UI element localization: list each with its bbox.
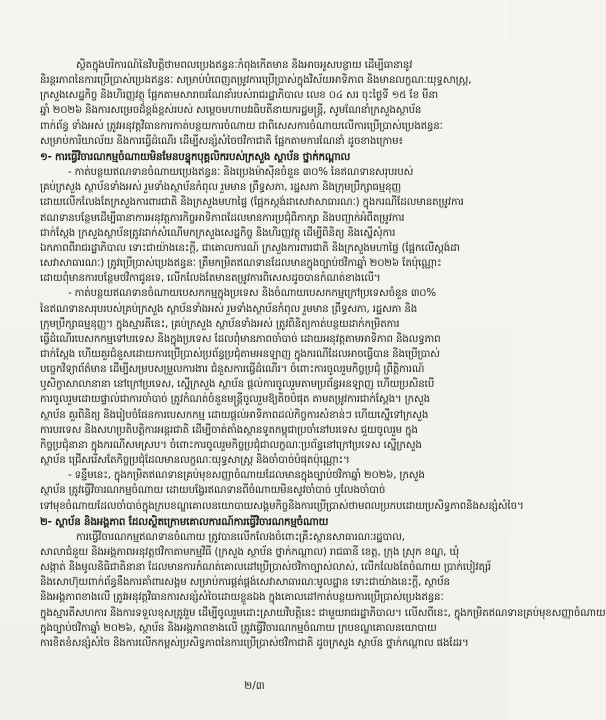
text-line: ពាក់ព័ន្ធ ទាំងអស់ ត្រូវអនុវត្តវិធានការកាត់បន្ថយការចំណាយ ជាពិសេសការចំណាយលើការប្រើប្រាស់ប្រេងឥន្ធនៈ: [40, 119, 443, 132]
text-line: គ្រប់ក្រសួង ស្ថាប័នទាំងអស់ រួមទាំងស្ថាប័នកំពុល រួមមាន ព្រឹទ្ធសភា, រដ្ឋសភា និងក្រុមប្រឹក្សាធម្មនុញ្ញ: [40, 181, 402, 194]
text-line: នៃឥណទានសរុបរបស់គ្រប់ក្រសួង ស្ថាប័នទាំងអស់ រួមទាំងស្ថាប័នកំពុល រួមមាន ព្រឹទ្ធសភា, រដ្ឋសភា និង: [40, 302, 418, 315]
text-line: ស្ថាប័ន ជ្រើសរើសតែកិច្ចប្រជុំដែលមានលក្ខណៈយុទ្ធសាស្ត្រ និងចាំបាច់បំផុតប៉ុណ្ណោះ។: [40, 454, 350, 467]
bullet-paragraph-1: [40, 165, 464, 286]
text-line: - កាត់បន្ថយឥណទានចំណាយបេសកកម្មក្នុងប្រទេស និងចំណាយបេសកកម្មក្រៅប្រទេសចំនួន ៣០%: [68, 287, 436, 300]
text-line: ឆ្នាំ ២០២៦ និងការសម្រេចដ៏ខ្ពង់ខ្ពស់របស់ សម្តេចមហាបវរធិបតីនាយករដ្ឋមន្ត្រី, សូមណែនាំក្រសួងស្ថាប័ន: [40, 104, 422, 117]
text-line: ក្នុងច្បាប់ថវិកាឆ្នាំ ២០២៦, ស្ថាប័ន និងអង្គភាពខាងលើ ត្រូវធ្វើវិចារណកម្មចំណាយ ក្របខណ្ឌគោលនយោបាយ: [40, 621, 437, 634]
text-line: កិច្ចប្រជុំនានា ក្នុងករណីសមស្រប។ ចំពោះការចូលរួមកិច្ចប្រជុំជាលក្ខណៈប្រព័ន្ធនៅក្រៅប្រទេស ស្នើក្រសួង: [40, 438, 422, 451]
text-line: ការចូលរួមដោយផ្ទាល់ជាការចាំបាច់ ត្រូវកំណត់ចំនួនមន្ត្រីចូលរួមឱ្យតិចបំផុត តាមតម្រូវការជាក់ស្តែង។ ក្រសួង: [40, 393, 430, 406]
text-line: សម្រាប់ការិយាល័យ និងការធ្វើដំណើរ ដើម្បីសន្សំសំចៃថវិកាជាតិ ផ្អែកតាមការណែនាំ ដូចខាងក្រោម៖: [40, 134, 403, 147]
text-line: ការធ្វើវិចារណកម្មឥណទានចំណាយ ត្រូវបានលើកលែងចំពោះគ្រឹះស្ថានសាធារណៈរដ្ឋបាល,: [76, 530, 405, 543]
text-line: ដោយលើកលែងតែក្រសួងការពារជាតិ និងក្រសួងមហាផ្ទៃ (ផ្អែកស្តង់ដាសេវាសាធារណៈ) ក្នុងករណីដែលមានតម្រូវការ: [40, 196, 464, 209]
text-line: - កាត់បន្ថយឥណទានចំណាយប្រេងឥន្ធនៈ និងប្រេងម៉ាស៊ីនចំនួន ៣០% នៃឥណទានសរុបរបស់: [68, 166, 414, 179]
text-line: សាលាជំនួយ និងអង្គភាពអនុវត្តថវិកាតាមកម្មវិធី (ក្រសួង ស្ថាប័ន ថ្នាក់កណ្តាល) រាជធានី ខេត្ត, ក្រុង ស្រុក ខណ្ឌ, ឃុំ: [40, 546, 459, 558]
bullet-paragraph-2: [40, 286, 461, 468]
section-heading-1: ១- ការធ្វើវិចារណកម្មចំណាយមិនមែនបន្ទុកបុគ្គលិករបស់ក្រសួង ស្ថាប័ន ថ្នាក់កណ្តាល: [40, 150, 351, 163]
text-line: ឯកភាពពីរាជរដ្ឋាភិបាល ទោះជាយ៉ាងនេះក្តី, ជាគោលការណ៍ ក្រសួងការពារជាតិ និងក្រសួងមហាផ្ទៃ (ផ្អែកលើស្តង់ដា: [40, 241, 460, 254]
text-line: និរន្តរភាពនៃការប្រើប្រាស់ប្រេងឥន្ធនៈ សម្រាប់បំពេញតម្រូវការប្រើប្រាស់ក្នុងវិស័យអាទិភាព និងមានលក្ខណៈយុទ្ធសាស្ត្រ,: [40, 74, 472, 87]
text-line: ជាក់ស្តែង ហើយគួរជំនួសដោយការប្រើប្រាស់ប្រព័ន្ធប្រជុំតាមអនឡាញ ក្នុងករណីដែលអាចធ្វើបាន និងប្រើប្រាស់: [40, 347, 440, 360]
text-line: និងសោហ៊ុយពាក់ព័ន្ធនឹងការគាំពារសង្គម សម្រាប់ការផ្គត់ផ្គង់សេវាសាធារណៈមូលដ្ឋាន ទោះជាយ៉ាងនេះក្តី, ស្ថាប័ន: [40, 576, 450, 589]
text-line: សេវាសាធារណៈ) ត្រូវប្រើប្រាស់ប្រេងឥន្ធនៈ ត្រឹមកម្រិតឥណទានដែលមានក្នុងច្បាប់ថវិកាឆ្នាំ ២០២៦ តែប៉ុណ្ណោះ: [40, 257, 442, 270]
text-line: ទៅមុខចំណាយដែលចាំបាច់ក្នុងក្របខណ្ឌគោលនយោបាយសង្គមកិច្ចនិងការប្រើប្រាស់ថាមពលប្រកបដោយប្រសិទ្ធភាពនិងសន្សំសំចៃ។: [40, 499, 524, 512]
text-line: ការបរទេស និងសហប្រតិបត្តិការអន្តរជាតិ ដើម្បីចាត់តាំងស្ថានទូតកម្ពុជាប្រចាំនៅបរទេស ជួយចូលរួម ក្នុង: [40, 423, 418, 436]
section-heading-2: ២- ស្ថាប័ន និងអង្គភាព ដែលស្ថិតក្រោមគោលការណ៍ការធ្វើវិចារណកម្មចំណាយ: [40, 515, 329, 528]
text-line: សង្កាត់ និងមូលនិធិជាតិនានា ដែលមានការកំណត់គោលដៅប្រើប្រាស់ថវិកាច្បាស់លាស់, លើកលែងតែចំណាយ ប្រាក់បៀវត្សរ៍: [40, 561, 491, 574]
text-line: ស្ថាប័ន គួរពិនិត្យ និងរៀបចំផែនការបេសកកម្ម ដោយផ្តល់អាទិភាពដល់កិច្ចការសំខាន់ៗ ហើយស្នើទៅក្រសួង: [40, 408, 429, 421]
page-number: ២/៣: [244, 680, 265, 692]
text-line: បច្ចេកវិទ្យាព័ត៌មាន ដើម្បីសម្របសម្រួលការងារ ជំនួសការធ្វើដំណើរ។ ចំពោះការចូលរួមកិច្ចប្រជុំ ព្រឹត្តិការណ៍: [40, 363, 425, 376]
text-line: ធ្វើដំណើរបេសកកម្មទៅបរទេស និងក្នុងប្រទេស ដែលពុំមានភាពចាំបាច់ ដោយអនុវត្តតាមអាទិភាព និងលទ្ធភាព: [40, 332, 441, 345]
text-line: ក្រុមប្រឹក្សាធម្មនុញ្ញ។ ក្នុងស្មារតីនេះ, គ្រប់ក្រសួង ស្ថាប័នទាំងអស់ ត្រូវពិនិត្យកាត់បន្ថយដាក់កម្រិតការ: [40, 317, 400, 330]
section-2-paragraph: [40, 530, 606, 651]
text-line: និងអង្គភាពខាងលើ ត្រូវអនុវត្តវិធានការសន្សំសំចៃដោយខ្លួនឯង ក្នុងគោលដៅកាត់បន្ថយការប្រើប្រាស់ប្រេងឥន្ធនៈ: [40, 591, 444, 604]
text-line: ដោយពុំមានការបន្ថែមថវិកាជូនទេ, លើកលែងតែមានតម្រូវការពិសេសដូចបានកំណត់ខាងលើ។: [40, 272, 381, 285]
text-line: ក្នុងស្មារតីសហការ និងការទទួលខុសត្រូវរួម ដើម្បីចូលរួមដោះស្រាយវិបត្តិនេះ ជាមួយរាជរដ្ឋាភិបាល។ លើសពីនេះ, ក្នុងកម្រិតឥណទានគ្រប់មុខសញ្ញាចំណាយ: [40, 606, 606, 619]
text-line: ឥណទានបន្ថែមដើម្បីធានាការអនុវត្តភារកិច្ចអាទិភាពដែលមានការប្រជុំពិភាក្សា និងបញ្ជាក់អំពីតម្រូវការ: [40, 211, 405, 224]
intro-paragraph: [40, 58, 472, 149]
text-line: ក្រសួងសេដ្ឋកិច្ច និងហិរញ្ញវត្ថុ ផ្អែកតាមសារាចរណែនាំរបស់រាជរដ្ឋាភិបាល លេខ ០៤ សរ ចុះថ្ងៃទី ១៥ ខែ មីនា: [40, 89, 438, 102]
text-line: ស្ថាប័ន ត្រូវធ្វើវិចារណកម្មចំណាយ ដោយបង្វែរឥណទានពីចំណាយមិនសូវចាំបាច់ ឬលែងចាំបាច់: [40, 484, 386, 497]
text-line: ការខិតខំសន្សំសំចៃ និងការលើកកម្ពស់ប្រសិទ្ធភាពនៃការប្រើប្រាស់ថវិកាជាតិ ដូចក្រសួង ស្ថាប័ន ថ្នាក់កណ្តាល ផងដែរ។: [40, 636, 469, 649]
text-line: ស្ថិតក្នុងបរិការណ៍នៃវិបត្តិថាមពលប្រេងឥន្ធនៈកំពុងកើតមាន និងអាចអូសបន្លាយ ដើម្បីធានានូវ: [76, 59, 413, 71]
text-line: - ទន្ទឹមនេះ, ក្នុងកម្រិតឥណទានគ្រប់មុខសញ្ញាចំណាយដែលមានក្នុងច្បាប់ថវិកាឆ្នាំ ២០២៦, ក្រសួង: [68, 469, 425, 482]
bullet-paragraph-3: [40, 468, 524, 513]
text-line: ឬសិក្ខាសាលានានា នៅក្រៅប្រទេស, ស្នើក្រសួង ស្ថាប័ន ផ្តល់ការចូលរួមតាមប្រព័ន្ធអនឡាញ ហើយប្រសិនបើ: [40, 378, 435, 391]
text-line: ជាក់ស្តែង ក្រសួងស្ថាប័នត្រូវដាក់សំណើមកក្រសួងសេដ្ឋកិច្ច និងហិរញ្ញវត្ថុ ដើម្បីពិនិត្យ និងស្នើសុំការ: [40, 226, 396, 239]
